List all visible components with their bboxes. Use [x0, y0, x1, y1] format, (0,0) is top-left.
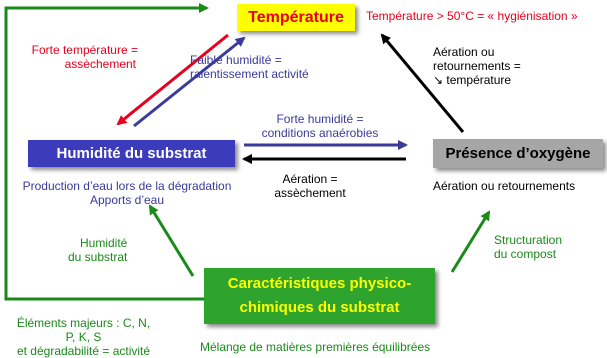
label-faible-hum-line2: ralentissement activité [190, 67, 309, 81]
label-aeration-assech-line1: Aération = [282, 172, 338, 186]
label-forte-humidite [245, 112, 395, 140]
label-production-eau [12, 179, 242, 207]
label-elements-line1: Éléments majeurs : C, N, [16, 316, 151, 330]
green-arrow-char-to-oxygen [452, 212, 489, 272]
label-humidite-substrat-line2: du substrat [68, 250, 128, 264]
label-forte-temp-line1: Forte température = [31, 43, 138, 57]
green-arrow-char-to-humidity [150, 206, 193, 276]
label-elements-majeurs [6, 316, 161, 358]
label-aeration-temp-line2: retournements = [433, 59, 521, 73]
label-temp-hygienisation: Température > 50°C = « hygiénisation » [366, 9, 578, 23]
label-aeration-temp-line3: ↘ température [433, 73, 512, 87]
temperature-title: Température [248, 8, 344, 26]
label-forte-hum-line1: Forte humidité = [276, 112, 364, 126]
label-structuration-line1: Structuration [494, 233, 563, 247]
label-elements-line2: P, K, S [65, 330, 102, 344]
oxygen-box [433, 139, 603, 168]
label-aeration-assechement [255, 172, 365, 200]
label-production-eau-line1: Production d’eau lors de la dégradation [22, 179, 232, 193]
label-humidite-substrat [68, 236, 127, 264]
label-structuration [494, 233, 562, 261]
label-aeration-retournements: Aération ou retournements [433, 179, 576, 193]
label-forte-temperature [18, 43, 138, 71]
label-humidite-substrat-line1: Humidité [80, 236, 128, 250]
label-elements-line3: et dégradabilité = activité [16, 344, 151, 358]
characteristics-title-line1: Caractéristiques physico- [227, 275, 412, 292]
characteristics-title-line2: chimiques du substrat [239, 299, 400, 316]
label-aeration-temperature [433, 45, 521, 87]
label-forte-hum-line2: conditions anaérobies [261, 126, 379, 140]
characteristics-box [204, 268, 435, 324]
label-aeration-temp-line1: Aération ou [433, 45, 495, 59]
humidity-title: Humidité du substrat [56, 145, 207, 162]
blue-arrow-humidity-to-temp [134, 38, 244, 126]
temperature-box [237, 4, 355, 31]
label-melange: Mélange de matières premières équilibrées [200, 340, 431, 354]
label-faible-humidite [190, 53, 309, 81]
label-faible-hum-line1: Faible humidité = [190, 53, 282, 67]
oxygen-title: Présence d’oxygène [445, 145, 591, 162]
label-production-eau-line2: Apports d’eau [89, 193, 165, 207]
label-aeration-assech-line2: assèchement [274, 186, 346, 200]
humidity-box [28, 140, 235, 167]
label-forte-temp-line2: assèchement [64, 57, 136, 71]
label-structuration-line2: du compost [494, 247, 557, 261]
